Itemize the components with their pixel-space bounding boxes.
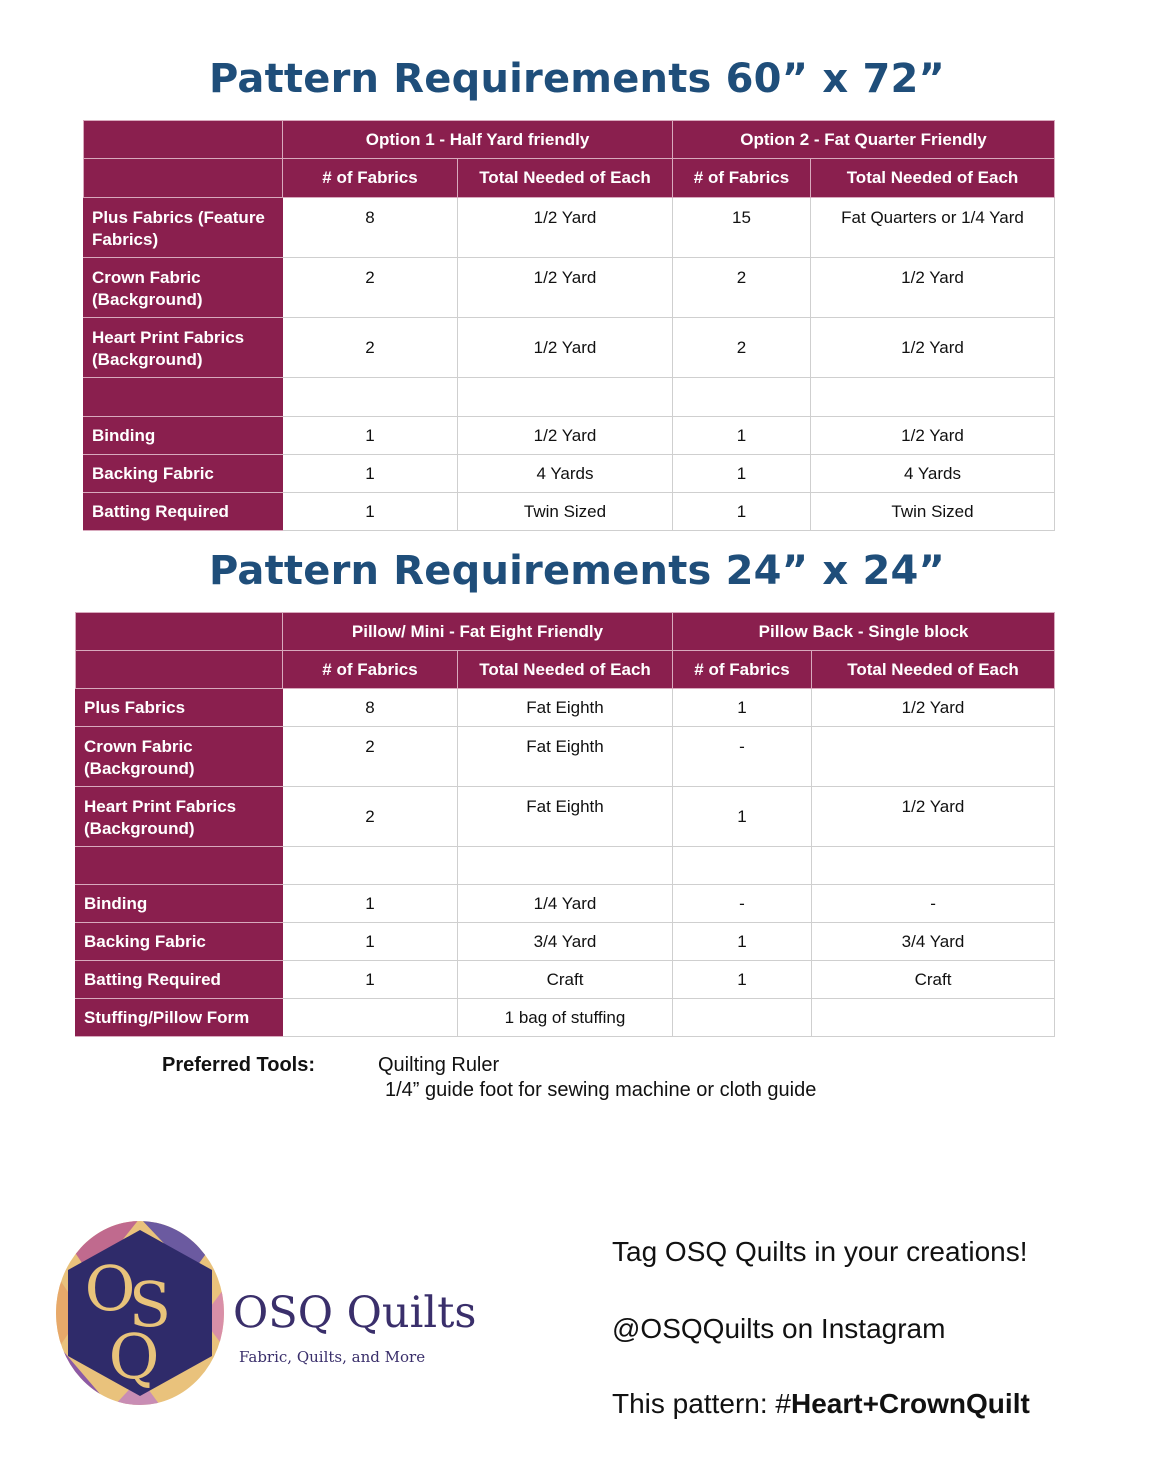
header-blank <box>76 651 283 689</box>
row-label: Heart Print Fabrics (Background) <box>84 318 283 378</box>
table-row <box>84 318 1055 378</box>
cell: - <box>812 885 1055 923</box>
table-row <box>84 198 1055 258</box>
cell: 1/2 Yard <box>811 318 1055 378</box>
cell: 1 <box>283 923 458 961</box>
cell: 8 <box>283 198 458 258</box>
cell: 1/2 Yard <box>811 417 1055 455</box>
cell: 2 <box>673 258 811 318</box>
cell <box>458 847 673 885</box>
table-row <box>76 961 1055 999</box>
row-label: Plus Fabrics (Feature Fabrics) <box>84 198 283 258</box>
cell: Craft <box>458 961 673 999</box>
col-header: # of Fabrics <box>673 651 812 689</box>
col-header: # of Fabrics <box>283 159 458 198</box>
row-label <box>76 847 283 885</box>
table-row <box>76 999 1055 1037</box>
table-row <box>76 885 1055 923</box>
cell: 1 <box>283 885 458 923</box>
preferred-tools-label: Preferred Tools: <box>162 1054 315 1076</box>
pattern-hashtag: Heart+CrownQuilt <box>790 1388 1030 1419</box>
row-label <box>84 378 283 417</box>
cell: 8 <box>283 689 458 727</box>
cell <box>283 999 458 1037</box>
cell: Fat Eighth <box>458 787 673 847</box>
cell: 1 <box>673 787 812 847</box>
cell: 1/2 Yard <box>458 198 673 258</box>
cell: 2 <box>673 318 811 378</box>
cell: 2 <box>283 318 458 378</box>
cell: 1/2 Yard <box>458 318 673 378</box>
cell <box>458 378 673 417</box>
table-row <box>76 689 1055 727</box>
row-label: Plus Fabrics <box>76 689 283 727</box>
table-row <box>76 787 1055 847</box>
cell <box>673 378 811 417</box>
cell: Twin Sized <box>811 493 1055 531</box>
cell: 1 <box>283 961 458 999</box>
row-label: Heart Print Fabrics (Background) <box>76 787 283 847</box>
cell <box>812 999 1055 1037</box>
tool-item: 1/4” guide foot for sewing machine or cloth guide <box>385 1079 817 1101</box>
option1-header: Option 1 - Half Yard friendly <box>283 121 673 159</box>
col-header: # of Fabrics <box>673 159 811 198</box>
cell: Craft <box>812 961 1055 999</box>
brand-name: OSQ Quilts <box>233 1288 477 1338</box>
row-label: Crown Fabric (Background) <box>76 727 283 787</box>
cell: 1 <box>283 455 458 493</box>
table-row <box>84 417 1055 455</box>
pillow-mini-header: Pillow/ Mini - Fat Eight Friendly <box>283 613 673 651</box>
table-row <box>76 923 1055 961</box>
cell: 1/2 Yard <box>811 258 1055 318</box>
row-label: Backing Fabric <box>76 923 283 961</box>
table-row <box>84 455 1055 493</box>
cell: 1/2 Yard <box>458 258 673 318</box>
col-header: Total Needed of Each <box>458 159 673 198</box>
cell: 1/4 Yard <box>458 885 673 923</box>
cell: Fat Eighth <box>458 727 673 787</box>
row-label: Stuffing/Pillow Form <box>76 999 283 1037</box>
row-label: Binding <box>84 417 283 455</box>
cell: 1 <box>673 923 812 961</box>
pattern-prefix: This pattern: # <box>612 1388 791 1419</box>
header-blank <box>76 613 283 651</box>
tool-item: Quilting Ruler <box>378 1054 500 1076</box>
row-label: Binding <box>76 885 283 923</box>
cell: 4 Yards <box>458 455 673 493</box>
row-label: Batting Required <box>76 961 283 999</box>
header-blank <box>84 159 283 198</box>
page-title-24x24: Pattern Requirements 24” x 24” <box>208 548 946 594</box>
osq-logo-icon <box>52 1218 232 1408</box>
cell <box>283 378 458 417</box>
logo-letter-s: S <box>128 1268 172 1341</box>
cell: 1 <box>283 493 458 531</box>
cell: 1 <box>673 417 811 455</box>
cell: 15 <box>673 198 811 258</box>
cell <box>812 727 1055 787</box>
cell: 1/2 Yard <box>812 787 1055 847</box>
cell: Fat Quarters or 1/4 Yard <box>811 198 1055 258</box>
cell: 1 <box>673 961 812 999</box>
cell: 2 <box>283 258 458 318</box>
row-label: Crown Fabric (Background) <box>84 258 283 318</box>
col-header: Total Needed of Each <box>811 159 1055 198</box>
cell: - <box>673 885 812 923</box>
cell: Twin Sized <box>458 493 673 531</box>
cell: 4 Yards <box>811 455 1055 493</box>
col-header: # of Fabrics <box>283 651 458 689</box>
table-row <box>76 727 1055 787</box>
cell: 2 <box>283 727 458 787</box>
cell: 1/2 Yard <box>458 417 673 455</box>
row-label: Backing Fabric <box>84 455 283 493</box>
brand-tagline: Fabric, Quilts, and More <box>239 1348 426 1366</box>
cell: 2 <box>283 787 458 847</box>
cell: - <box>673 727 812 787</box>
col-header: Total Needed of Each <box>812 651 1055 689</box>
col-header: Total Needed of Each <box>458 651 673 689</box>
cell: Fat Eighth <box>458 689 673 727</box>
cell <box>283 847 458 885</box>
cell: 3/4 Yard <box>458 923 673 961</box>
cell: 1 <box>673 493 811 531</box>
cell: 1 <box>673 689 812 727</box>
cell: 3/4 Yard <box>812 923 1055 961</box>
requirements-table-24x24 <box>75 612 1055 1037</box>
pattern-hashtag-line <box>612 1388 1030 1420</box>
requirements-table-60x72 <box>83 120 1055 531</box>
cell: 1/2 Yard <box>812 689 1055 727</box>
tag-prompt: Tag OSQ Quilts in your creations! <box>612 1236 1028 1267</box>
cell <box>673 847 812 885</box>
table-row <box>84 493 1055 531</box>
instagram-handle: @OSQQuilts on Instagram <box>612 1313 946 1344</box>
page-title-60x72: Pattern Requirements 60” x 72” <box>208 56 946 102</box>
cell: 1 <box>283 417 458 455</box>
logo-letter-q: Q <box>108 1320 160 1393</box>
table-row <box>84 378 1055 417</box>
pillow-back-header: Pillow Back - Single block <box>673 613 1055 651</box>
cell <box>811 378 1055 417</box>
cell: 1 bag of stuffing <box>458 999 673 1037</box>
option2-header: Option 2 - Fat Quarter Friendly <box>673 121 1055 159</box>
header-blank <box>84 121 283 159</box>
cell: 1 <box>673 455 811 493</box>
table-row <box>84 258 1055 318</box>
logo-letter-o: O <box>84 1252 136 1325</box>
cell <box>812 847 1055 885</box>
cell <box>673 999 812 1037</box>
table-row <box>76 847 1055 885</box>
row-label: Batting Required <box>84 493 283 531</box>
